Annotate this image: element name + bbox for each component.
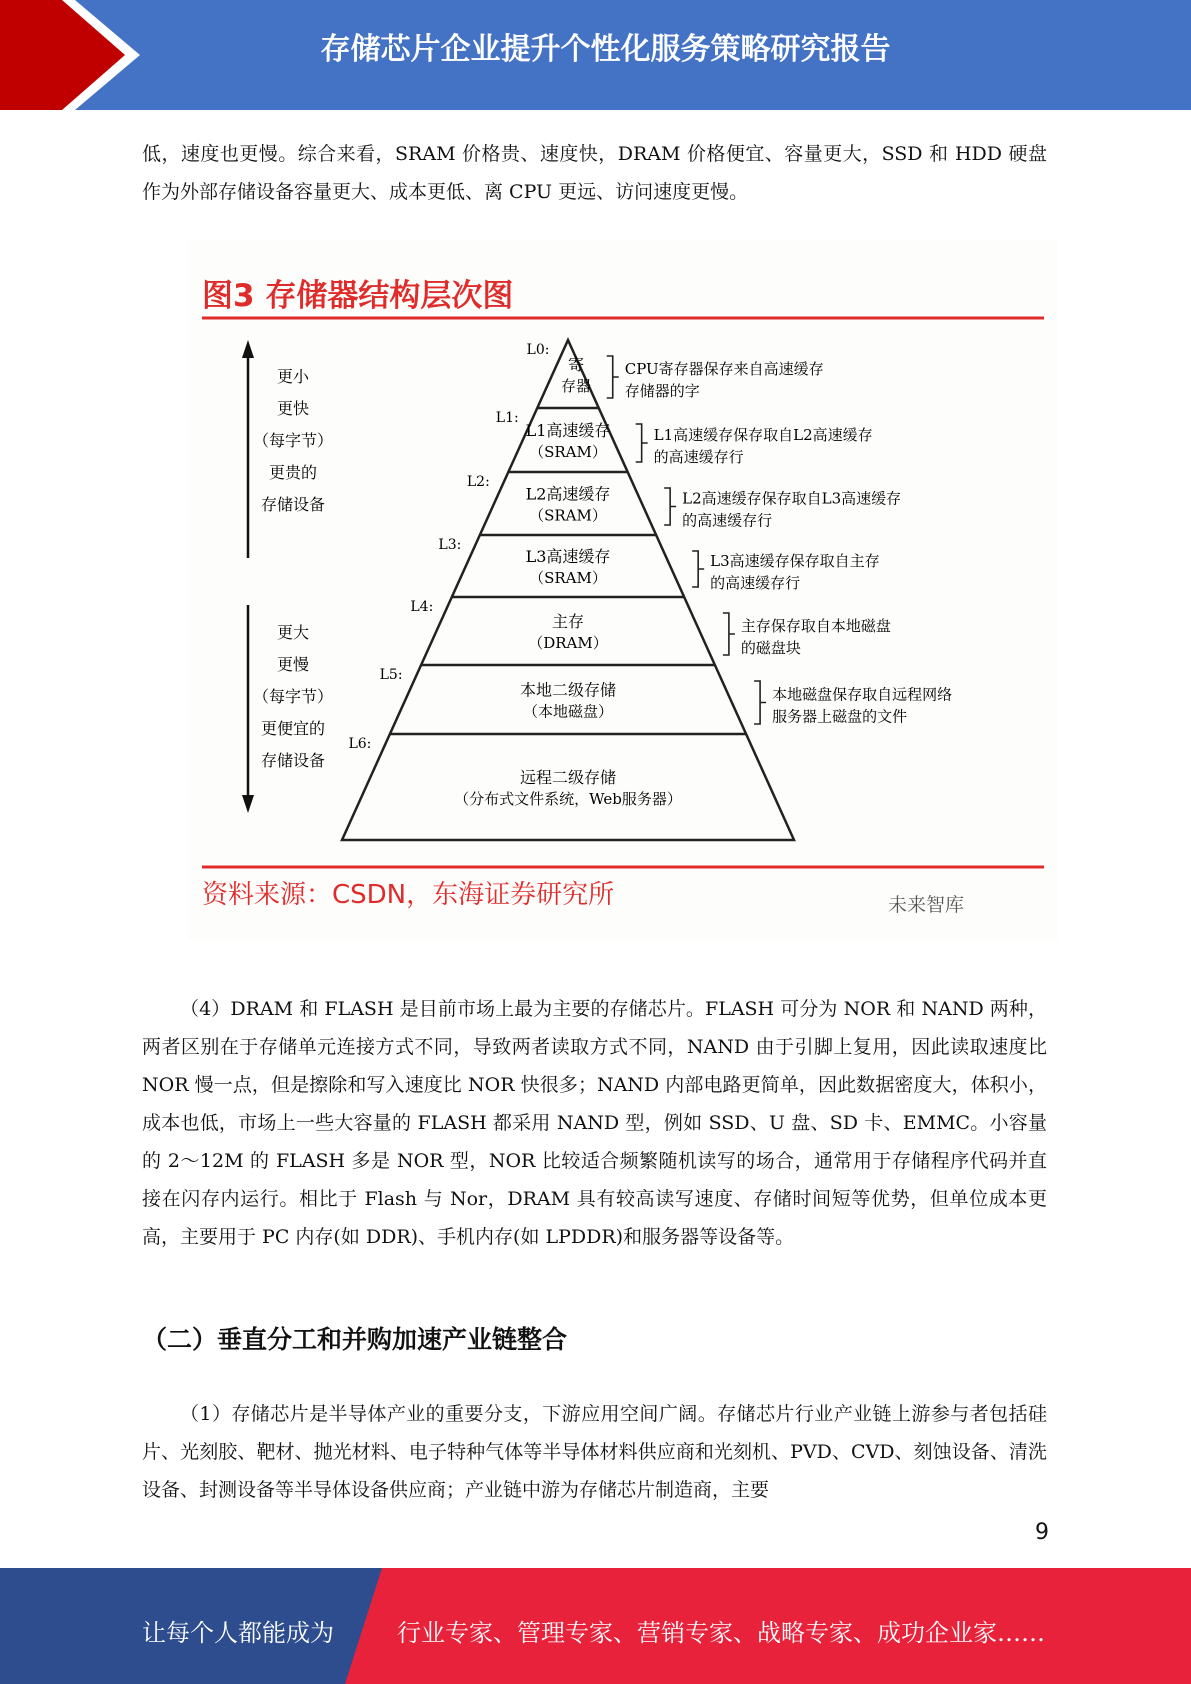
level-description: 的高速缓存行: [653, 448, 744, 466]
paragraph-industry-chain: （1）存储芯片是半导体产业的重要分支，下游应用空间广阔。存储芯片行业产业链上游参与者包括硅片、光刻胶、靶材、抛光材料、电子特种气体等半导体材料供应商和光刻机、PVD、CVD、刻蚀设备、清洗设备、封测设备等半导体设备供应商；产业链中游为存储芯片制造商，主要: [142, 1403, 1047, 1501]
axis-label-bottom: 更大: [276, 623, 310, 642]
level-description: 主存保存取自本地磁盘: [740, 617, 891, 635]
figure-source: 资料来源：CSDN，东海证券研究所: [202, 880, 615, 910]
watermark-logo-text: 未来智库: [888, 894, 965, 916]
axis-label-top: 更小: [276, 367, 310, 386]
level-description: 的高速缓存行: [710, 574, 801, 592]
paragraph-dram-flash: （4）DRAM 和 FLASH 是目前市场上最为主要的存储芯片。FLASH 可分为 NOR 和 NAND 两种，两者区别在于存储单元连接方式不同，导致两者读取方式不同，NAND 由于引脚上复用，因此读取速度比 NOR 慢一点，但是擦除和写入速度比 NOR 快很多；NAND 内部电路更简单，因此数据密度大，体积小，成本也低，市场上一些大容量的 FLASH 都采用 NAND 型，例如 SSD、U 盘、SD 卡、EMMC。小容量的 2～12M 的 FLASH 多是 NOR 型，NOR 比较适合频繁随机读写的场合，通常用于存储程序代码并直接在闪存内运行。相比于 Flash 与 Nor，DRAM 具有较高读写速度、存储时间短等优势，但单位成本更高，主要用于 PC 内存(如 DDR)、手机内存(如 LPDDR)和服务器等设备等。: [142, 998, 1047, 1248]
axis-label-bottom: 更慢: [276, 655, 310, 674]
report-title: 存储芯片企业提升个性化服务策略研究报告: [320, 32, 891, 67]
level-description: L2高速缓存保存取自L3高速缓存: [682, 489, 902, 508]
axis-label-bottom: 更便宜的: [260, 719, 326, 738]
level-label: 寄: [567, 355, 585, 374]
page-header: [0, 0, 1191, 110]
level-label: L1高速缓存: [525, 421, 611, 440]
level-description: 服务器上磁盘的文件: [772, 707, 908, 726]
desc-bracket: [754, 681, 766, 724]
axis-label-bottom: （每字节）: [252, 687, 334, 706]
level-tag: L3:: [438, 537, 462, 553]
desc-bracket: [723, 613, 735, 655]
level-tag: L2:: [466, 474, 490, 490]
desc-bracket: [607, 356, 619, 398]
axis-label-top: 更快: [276, 399, 310, 418]
level-label: 远程二级存储: [519, 768, 617, 787]
axis-label-bottom: 存储设备: [260, 751, 326, 770]
level-tag: L4:: [410, 599, 434, 615]
level-description: 的磁盘块: [740, 639, 801, 657]
axis-label-top: （每字节）: [252, 431, 334, 450]
level-label: 本地二级存储: [519, 680, 617, 700]
desc-bracket: [664, 488, 676, 525]
desc-bracket: [692, 551, 704, 587]
level-tag: L5:: [379, 667, 403, 683]
page-number: 9: [1035, 1520, 1049, 1545]
level-tag: L6:: [348, 736, 372, 752]
footer-slogan-right: 行业专家、管理专家、营销专家、战略专家、成功企业家……: [397, 1619, 1045, 1647]
axis-label-top: 存储设备: [260, 495, 326, 514]
level-sublabel: （DRAM）: [528, 634, 608, 652]
level-description: 的高速缓存行: [682, 511, 773, 530]
figure-title: 图3 存储器结构层次图: [202, 278, 514, 314]
level-sublabel: 存器: [560, 377, 592, 395]
axis-label-top: 更贵的: [268, 463, 318, 482]
level-sublabel: （SRAM）: [529, 443, 607, 461]
level-label: 主存: [551, 612, 585, 631]
level-description: 存储器的字: [624, 382, 700, 400]
level-tag: L1:: [495, 410, 519, 426]
level-description: 本地磁盘保存取自远程网络: [772, 685, 953, 704]
memory-pyramid-diagram: [188, 240, 1058, 940]
level-description: L1高速缓存保存取自L2高速缓存: [653, 426, 873, 444]
level-sublabel: （本地磁盘）: [522, 702, 614, 721]
level-sublabel: （SRAM）: [529, 506, 607, 525]
level-tag: L0:: [526, 342, 550, 358]
level-sublabel: （分布式文件系统，Web服务器）: [454, 790, 682, 808]
level-description: CPU寄存器保存来自高速缓存: [624, 360, 824, 378]
section-heading: （二）垂直分工和并购加速产业链整合: [142, 1325, 568, 1354]
desc-bracket: [636, 424, 648, 462]
memory-hierarchy-figure: [188, 240, 1058, 940]
paragraph-intro: 低，速度也更慢。综合来看，SRAM 价格贵、速度快，DRAM 价格便宜、容量更大，SSD 和 HDD 硬盘作为外部存储设备容量更大、成本更低、离 CPU 更远、访问速度更慢。: [142, 143, 1047, 203]
level-label: L2高速缓存: [525, 484, 611, 504]
footer-slogan-left: 让每个人都能成为: [142, 1619, 334, 1647]
level-label: L3高速缓存: [525, 547, 611, 566]
level-sublabel: （SRAM）: [529, 569, 607, 587]
level-description: L3高速缓存保存取自主存: [710, 552, 880, 570]
